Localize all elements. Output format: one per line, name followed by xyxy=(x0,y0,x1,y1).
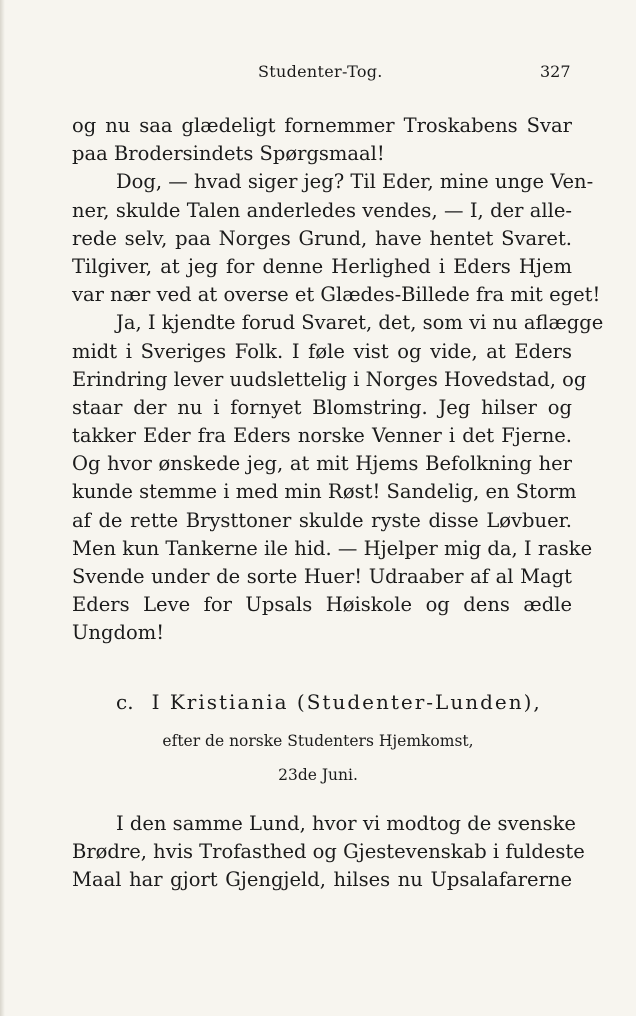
page-edge-shadow xyxy=(0,0,5,1016)
section-title: I Kristiania (Studenter-Lunden), xyxy=(151,690,542,714)
text-line: I den samme Lund, hvor vi modtog de svenske xyxy=(116,812,576,835)
section-heading xyxy=(116,690,542,714)
text-line: Tilgiver, at jeg for denne Herlighed i Eders Hjem xyxy=(72,254,572,278)
text-line: Og hvor ønskede jeg, at mit Hjems Befolkning her xyxy=(72,452,572,476)
main-text xyxy=(72,112,604,648)
text-line: Svende under de sorte Huer! Udraaber af al Magt xyxy=(72,565,572,588)
running-title: Studenter-Tog. xyxy=(258,62,383,81)
text-line: Eders Leve for Upsals Høiskole og dens ædle xyxy=(72,593,572,617)
text-line: ner, skulde Talen anderledes vendes, — I, der alle- xyxy=(72,198,572,222)
text-line: paa Brodersindets Spørgsmaal! xyxy=(72,142,385,166)
page-number: 327 xyxy=(540,62,571,81)
section-marker: c. xyxy=(116,690,134,714)
text-line: af de rette Brysttoner skulde ryste disse Løvbuer. xyxy=(72,508,572,532)
text-line: Men kun Tankerne ile hid. — Hjelper mig da, I raske xyxy=(72,536,593,560)
text-line: midt i Sveriges Folk. I føle vist og vide, at Eders xyxy=(72,339,572,363)
section-subtitle: efter de norske Studenters Hjemkomst, xyxy=(162,732,474,750)
text-line: Brødre, hvis Trofasthed og Gjestevenskab i fuldeste xyxy=(72,840,585,864)
paragraph-2 xyxy=(72,168,601,309)
text-line: Ja, I kjendte forud Svaret, det, som vi nu aflægge xyxy=(116,311,604,335)
section-date: 23de Juni. xyxy=(278,766,358,784)
running-head xyxy=(0,62,636,86)
text-line: Erindring lever uudslettelig i Norges Hovedstad, og xyxy=(72,367,587,391)
text-line: rede selv, paa Norges Grund, have hentet Svaret. xyxy=(72,226,572,250)
text-line: kunde stemme i med min Røst! Sandelig, en Storm xyxy=(72,480,577,504)
paragraph-3 xyxy=(72,309,604,647)
text-line: Dog, — hvad siger jeg? Til Eder, mine unge Ven- xyxy=(116,170,594,194)
paragraph-1 xyxy=(72,112,572,168)
text-line: Maal har gjort Gjengjeld, hilses nu Upsalafarerne xyxy=(72,868,572,892)
paragraph-4 xyxy=(72,810,585,895)
text-line: var nær ved at overse et Glædes-Billede fra mit eget! xyxy=(72,283,601,307)
text-line: staar der nu i fornyet Blomstring. Jeg hilser og xyxy=(72,395,572,419)
text-line: og nu saa glædeligt fornemmer Troskabens Svar xyxy=(72,114,572,137)
text-line: Ungdom! xyxy=(72,621,165,645)
text-line: takker Eder fra Eders norske Venner i det Fjerne. xyxy=(72,424,572,448)
